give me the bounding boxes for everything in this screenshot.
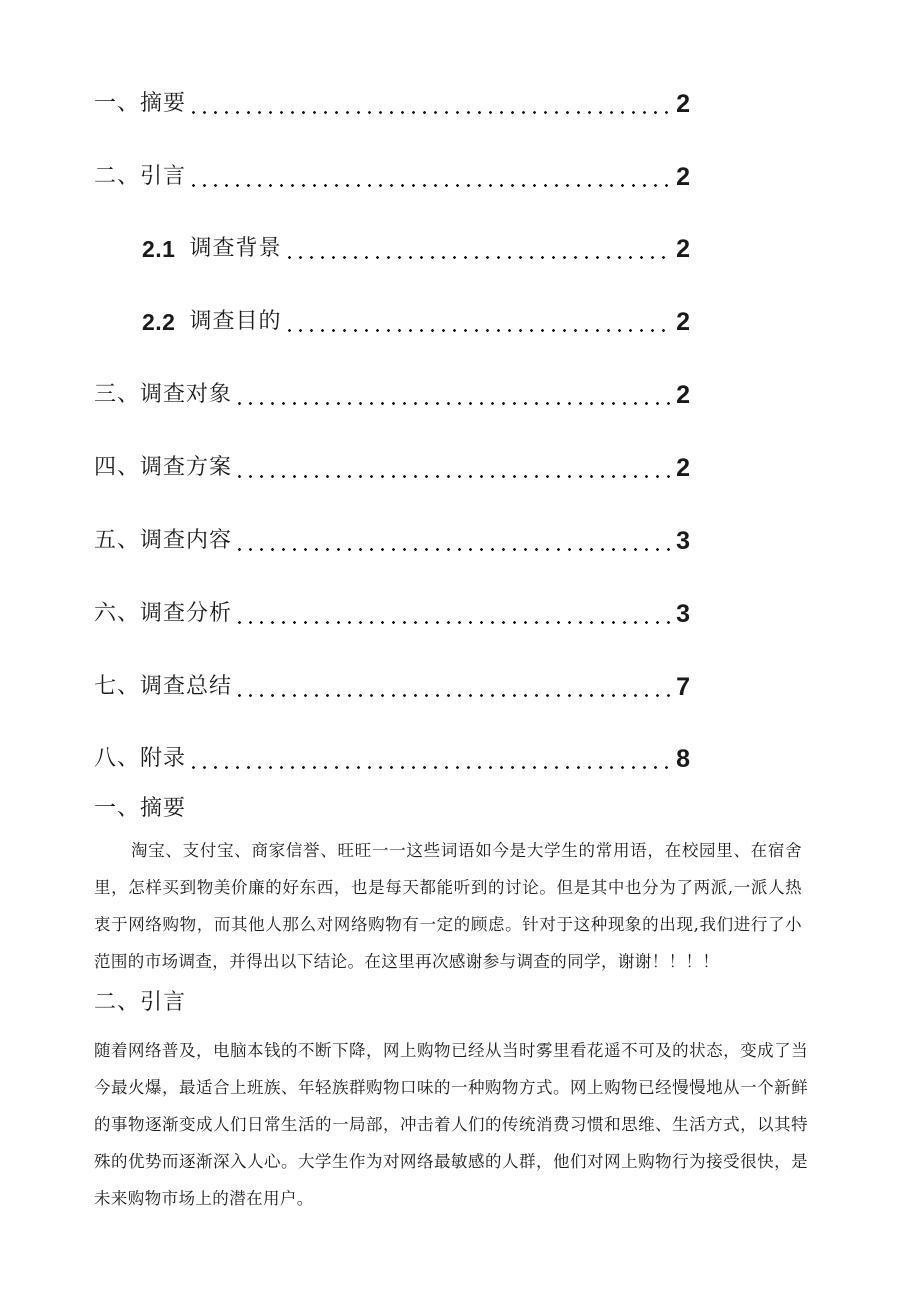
toc-entry-title: 调查背景 xyxy=(189,236,282,261)
toc-entry-subjects[interactable] xyxy=(94,369,690,409)
toc-entry-conclusion[interactable] xyxy=(94,661,690,701)
toc-entry-title: 五、调查内容 xyxy=(94,528,233,553)
toc-entry-title: 七、调查总结 xyxy=(94,674,233,699)
toc-dot-leader xyxy=(284,313,671,333)
toc-entry-plan[interactable] xyxy=(94,442,690,482)
toc-dot-leader xyxy=(234,678,670,698)
toc-page-number: 2 xyxy=(676,235,690,263)
toc-entry-purpose[interactable] xyxy=(142,296,690,336)
toc-entry-introduction[interactable] xyxy=(94,151,690,191)
toc-dot-leader xyxy=(234,459,670,479)
toc-page-number: 8 xyxy=(676,745,690,773)
toc-dot-leader xyxy=(188,168,670,188)
section-heading-summary: 一、摘要 xyxy=(94,796,187,821)
toc-page-number: 2 xyxy=(676,90,690,118)
toc-page-number: 7 xyxy=(676,673,690,701)
introduction-paragraph: 随着网络普及，电脑本钱的不断下降，网上购物已经从当时雾里看花遥不可及的状态，变成了当今最火爆，最适合上班族、年轻族群购物口味的一种购物方式。网上购物已经慢慢地从一个新鲜的事物逐渐变成人们日常生活的一局部，冲击着人们的传统消费习惯和思维、生活方式，以其特殊的优势而逐渐深入人心。大学生作为对网络最敏感的人群，他们对网上购物行为接受很快，是未来购物市场上的潜在用户。 xyxy=(94,1041,808,1208)
toc-dot-leader xyxy=(234,386,670,406)
toc-page-number: 2 xyxy=(676,163,690,191)
toc-entry-analysis[interactable] xyxy=(94,588,690,628)
toc-dot-leader xyxy=(234,605,670,625)
toc-entry-title: 一、摘要 xyxy=(94,91,187,116)
toc-dot-leader xyxy=(234,532,670,552)
toc-entry-title: 调查目的 xyxy=(189,309,282,334)
toc-page-number: 3 xyxy=(676,527,690,555)
toc-section-number: 2.2 xyxy=(142,309,176,335)
summary-paragraph: 淘宝、支付宝、商家信誉、旺旺一一这些词语如今是大学生的常用语，在校园里、在宿舍里，怎样买到物美价廉的好东西，也是每天都能听到的讨论。但是其中也分为了两派,一派人热衷于网络购物，而其他人那么对网络购物有一定的顾虑。针对于这种现象的出现,我们进行了小范围的市场调查，并得出以下结论。在这里再次感谢参与调查的同学，谢谢！！！！ xyxy=(94,841,802,971)
toc-entry-title: 二、引言 xyxy=(94,164,187,189)
toc-dot-leader xyxy=(188,95,670,115)
toc-entry-summary[interactable] xyxy=(94,78,690,118)
section-heading-introduction: 二、引言 xyxy=(94,990,187,1015)
toc-entry-appendix[interactable] xyxy=(94,733,690,773)
toc-page-number: 3 xyxy=(676,600,690,628)
toc-entry-background[interactable] xyxy=(142,223,690,263)
toc-page-number: 2 xyxy=(676,381,690,409)
toc-entry-title: 六、调查分析 xyxy=(94,601,233,626)
toc-entry-title: 八、附录 xyxy=(94,746,187,771)
toc-entry-content[interactable] xyxy=(94,515,690,555)
toc-dot-leader xyxy=(284,240,671,260)
toc-dot-leader xyxy=(188,750,670,770)
toc-entry-title: 三、调查对象 xyxy=(94,382,233,407)
toc-page-number: 2 xyxy=(676,308,690,336)
toc-entry-title: 四、调查方案 xyxy=(94,455,233,480)
toc-page-number: 2 xyxy=(676,454,690,482)
toc-section-number: 2.1 xyxy=(142,236,176,262)
